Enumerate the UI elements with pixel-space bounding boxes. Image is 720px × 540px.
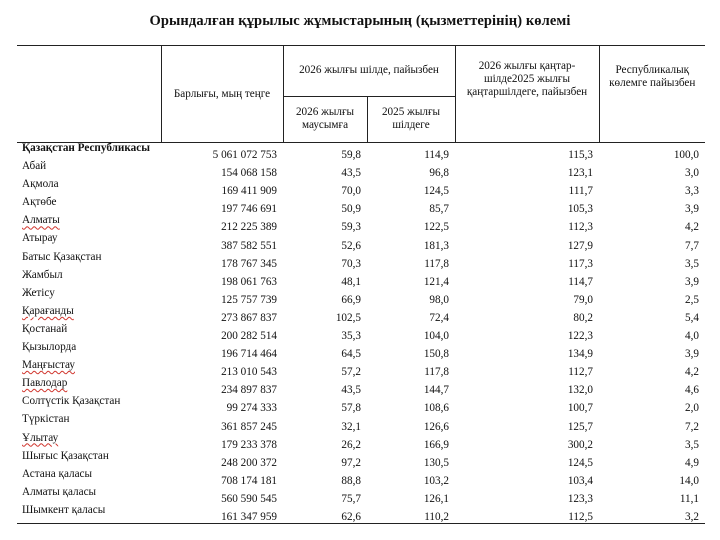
- vs-last-july-value: 96,8: [429, 167, 449, 180]
- share-value: 3,3: [685, 185, 699, 198]
- share-value: 100,0: [673, 149, 699, 162]
- period-value: 112,7: [568, 366, 593, 379]
- region-label: Ұлытау: [22, 431, 59, 444]
- vs-last-july-value: 122,5: [423, 221, 449, 234]
- region-label: Алматы: [22, 214, 60, 227]
- period-value: 105,3: [567, 203, 593, 216]
- construction-volume-table: [17, 45, 705, 524]
- total-value: 213 010 543: [221, 366, 277, 379]
- share-value: 3,2: [599, 505, 705, 524]
- region-label: Абай: [22, 160, 47, 173]
- share-value: 2,0: [685, 402, 699, 415]
- table-row: [17, 306, 705, 324]
- vs-june-value: 62,6: [283, 505, 367, 524]
- period-value: 111,7: [568, 185, 593, 198]
- vs-june-value: 64,5: [341, 348, 361, 361]
- total-value: 273 867 837: [221, 311, 277, 324]
- share-value: 4,0: [685, 330, 699, 343]
- table-row: [17, 197, 705, 215]
- period-value: 300,2: [567, 438, 593, 451]
- region-label: Қазақстан Республикасы: [22, 142, 150, 154]
- table-row: [17, 252, 705, 270]
- period-value: 134,9: [567, 348, 593, 361]
- period-value: 117,3: [568, 257, 593, 270]
- share-value: 3,5: [685, 257, 699, 270]
- table-row: [17, 270, 705, 288]
- period-value: 123,3: [567, 492, 593, 505]
- region-name: [17, 306, 161, 324]
- region-label: Атырау: [22, 232, 58, 245]
- period-value: 103,4: [567, 474, 593, 487]
- total-value: 178 767 345: [221, 257, 277, 270]
- period-value: 100,7: [567, 402, 593, 415]
- vs-last-july-value: 126,6: [423, 420, 449, 433]
- vs-last-july-value: 85,7: [429, 203, 449, 216]
- region-label: Қарағанды: [22, 304, 74, 317]
- region-name: [17, 161, 161, 179]
- region-label: Қостанай: [22, 322, 68, 335]
- total-value: 161 347 959: [161, 505, 283, 524]
- period-value: 132,0: [567, 384, 593, 397]
- vs-june-value: 59,3: [341, 221, 361, 234]
- vs-last-july-value: 144,7: [423, 384, 449, 397]
- share-value: 4,9: [685, 456, 699, 469]
- table-row: [17, 433, 705, 451]
- share-value: 3,9: [685, 275, 699, 288]
- total-value: 179 233 378: [221, 438, 277, 451]
- region-label: Алматы қаласы: [22, 485, 97, 498]
- table-row: [17, 469, 705, 487]
- vs-last-july-value: 126,1: [423, 492, 449, 505]
- share-value: 5,4: [685, 311, 699, 324]
- table-row: [17, 233, 705, 251]
- period-value: 115,3: [568, 149, 593, 162]
- table-row: [17, 451, 705, 469]
- table-row: [17, 414, 705, 432]
- share-value: 2,5: [685, 293, 699, 306]
- total-value: 708 174 181: [221, 474, 277, 487]
- share-value: 4,2: [685, 221, 699, 234]
- share-value: 3,5: [685, 438, 699, 451]
- table-body: [17, 143, 705, 524]
- vs-june-value: 88,8: [341, 474, 361, 487]
- region-label: Батыс Қазақстан: [22, 250, 102, 263]
- vs-june-value: 97,2: [341, 456, 361, 469]
- table-row: [17, 342, 705, 360]
- region-name: [17, 270, 161, 288]
- total-value: 361 857 245: [221, 420, 277, 433]
- period-value: 114,7: [568, 275, 593, 288]
- vs-june-value: 59,8: [341, 149, 361, 162]
- total-value: 99 274 333: [226, 402, 277, 415]
- vs-june-value: 35,3: [341, 330, 361, 343]
- total-value: 5 061 072 753: [212, 149, 277, 162]
- month-group-header: 2026 жылғы шілде, пайызбен: [283, 46, 455, 97]
- region-name: [17, 342, 161, 360]
- region-label: Жамбыл: [22, 268, 63, 281]
- vs-last-july-value: 121,4: [423, 275, 449, 288]
- table-row: [17, 179, 705, 197]
- vs-last-july-header: 2025 жылғы шілдеге: [367, 96, 455, 142]
- table-row: [17, 360, 705, 378]
- period-value: 80,2: [573, 311, 593, 324]
- table-row: [17, 505, 705, 524]
- region-name: [17, 179, 161, 197]
- period-value: 112,5: [455, 505, 599, 524]
- total-value: 212 225 389: [221, 221, 277, 234]
- vs-june-value: 57,2: [341, 366, 361, 379]
- share-value: 7,7: [685, 239, 699, 252]
- share-value: 11,1: [679, 492, 699, 505]
- region-name: [17, 433, 161, 451]
- region-name: [17, 324, 161, 342]
- share-value: 7,2: [685, 420, 699, 433]
- region-name: [17, 197, 161, 215]
- table-row: [17, 161, 705, 179]
- vs-june-value: 43,5: [341, 167, 361, 180]
- region-label: Маңғыстау: [22, 359, 75, 372]
- total-header: Барлығы, мың теңге: [161, 46, 283, 143]
- region-label: Шымкент қаласы: [22, 503, 106, 516]
- share-value: 3,9: [685, 203, 699, 216]
- total-value: 560 590 545: [221, 492, 277, 505]
- table-row: [17, 324, 705, 342]
- period-value: 124,5: [567, 456, 593, 469]
- region-label: Павлодар: [22, 377, 68, 390]
- table-row: [17, 378, 705, 396]
- total-value: 196 714 464: [221, 348, 277, 361]
- vs-last-july-value: 114,9: [424, 149, 449, 162]
- total-value: 198 061 763: [221, 275, 277, 288]
- vs-june-value: 32,1: [341, 420, 361, 433]
- total-value: 387 582 551: [221, 239, 277, 252]
- vs-last-july-value: 150,8: [423, 348, 449, 361]
- vs-last-july-value: 117,8: [424, 366, 449, 379]
- total-value: 248 200 372: [221, 456, 277, 469]
- vs-june-value: 43,5: [341, 384, 361, 397]
- region-name: [17, 143, 161, 162]
- region-label: Қызылорда: [22, 341, 77, 354]
- vs-june-value: 70,0: [341, 185, 361, 198]
- vs-last-july-value: 72,4: [429, 311, 449, 324]
- share-value: 3,9: [685, 348, 699, 361]
- vs-june-value: 102,5: [335, 311, 361, 324]
- total-value: 169 411 909: [221, 185, 277, 198]
- region-name: [17, 451, 161, 469]
- period-value: 122,3: [567, 330, 593, 343]
- region-name: [17, 469, 161, 487]
- vs-last-july-value: 98,0: [429, 293, 449, 306]
- vs-last-july-value: 117,8: [424, 257, 449, 270]
- region-label: Солтүстік Қазақстан: [22, 395, 121, 408]
- region-name: [17, 505, 161, 524]
- period-header: 2026 жылғы қаңтар-шілде2025 жылғы қаңтаршілдеге, пайызбен: [455, 46, 599, 143]
- vs-june-value: 26,2: [341, 438, 361, 451]
- region-label: Астана қаласы: [22, 467, 93, 480]
- region-label: Ақмола: [22, 178, 59, 191]
- table-row: [17, 396, 705, 414]
- share-value: 14,0: [679, 474, 699, 487]
- vs-last-july-value: 166,9: [423, 438, 449, 451]
- vs-june-value: 52,6: [341, 239, 361, 252]
- region-name: [17, 487, 161, 505]
- total-value: 234 897 837: [221, 384, 277, 397]
- period-value: 125,7: [567, 420, 593, 433]
- region-label: Түркістан: [22, 413, 70, 426]
- region-name: [17, 252, 161, 270]
- table-row: [17, 487, 705, 505]
- vs-june-value: 48,1: [341, 275, 361, 288]
- region-name: [17, 360, 161, 378]
- vs-last-july-value: 181,3: [423, 239, 449, 252]
- vs-june-value: 75,7: [341, 492, 361, 505]
- region-label: Шығыс Қазақстан: [22, 449, 109, 462]
- region-name: [17, 414, 161, 432]
- period-value: 112,3: [568, 221, 593, 234]
- region-header: [17, 46, 161, 143]
- vs-june-value: 66,9: [341, 293, 361, 306]
- share-value: 4,2: [685, 366, 699, 379]
- total-value: 197 746 691: [221, 203, 277, 216]
- region-name: [17, 215, 161, 233]
- region-label: Ақтөбе: [22, 196, 57, 209]
- region-name: [17, 233, 161, 251]
- vs-june-value: 70,3: [341, 257, 361, 270]
- period-value: 127,9: [567, 239, 593, 252]
- total-value: 200 282 514: [221, 330, 277, 343]
- vs-june-value: 57,8: [341, 402, 361, 415]
- vs-last-july-value: 104,0: [423, 330, 449, 343]
- table-row: [17, 143, 705, 162]
- vs-last-july-value: 103,2: [423, 474, 449, 487]
- vs-june-header: 2026 жылғы маусымға: [283, 96, 367, 142]
- vs-june-value: 50,9: [341, 203, 361, 216]
- table-row: [17, 288, 705, 306]
- share-header: Республикалық көлемге пайызбен: [599, 46, 705, 143]
- total-value: 125 757 739: [221, 293, 277, 306]
- region-name: [17, 288, 161, 306]
- vs-last-july-value: 124,5: [423, 185, 449, 198]
- region-label: Жетісу: [22, 286, 55, 299]
- region-name: [17, 396, 161, 414]
- share-value: 4,6: [685, 384, 699, 397]
- period-value: 79,0: [573, 293, 593, 306]
- vs-last-july-value: 110,2: [367, 505, 455, 524]
- vs-last-july-value: 130,5: [423, 456, 449, 469]
- table-row: [17, 215, 705, 233]
- vs-last-july-value: 108,6: [423, 402, 449, 415]
- period-value: 123,1: [567, 167, 593, 180]
- region-name: [17, 378, 161, 396]
- share-value: 3,0: [685, 167, 699, 180]
- document-title: Орындалған құрылыс жұмыстарының (қызметтерінің) көлемі: [149, 13, 571, 29]
- total-value: 154 068 158: [221, 167, 277, 180]
